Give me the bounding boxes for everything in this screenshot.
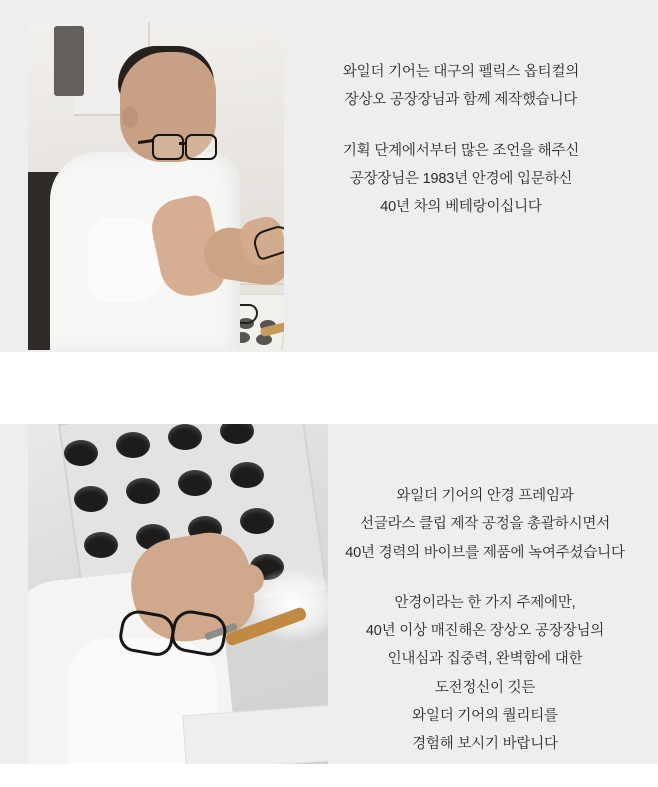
photo-one-person-ear [122, 106, 138, 128]
photo-two-lens-dot [168, 424, 202, 450]
photo-two-frame-lens-right [169, 608, 229, 659]
photo-two-worksheet [182, 705, 328, 764]
section-one-paragraph-1 [296, 58, 626, 115]
photo-two-lens-dot [84, 532, 118, 558]
section-two-paragraph-2 [332, 589, 638, 759]
photo-one-lens-right [185, 134, 217, 160]
section-one-line-4: 공장장님은 1983년 안경에 입문하신 [349, 170, 573, 187]
section-two-line-6: 인내심과 집중력, 완벽함에 대한 [387, 651, 583, 668]
photo-two-lens-dot [116, 432, 150, 458]
photo-two-eyeglass-frame [120, 612, 226, 656]
lens-tray-assembly-photo [28, 424, 328, 764]
section-two-paragraph-1 [332, 482, 638, 567]
photo-two-frame-lens-left [117, 608, 177, 659]
photo-two-lens-dot [230, 462, 264, 488]
section-one-paragraph-2 [296, 137, 626, 222]
photo-one-person-eyeglasses [152, 134, 218, 158]
section-one-line-3: 기획 단계에서부터 많은 조언을 해주신 [342, 142, 580, 159]
section-two-line-4: 안경이라는 한 가지 주제에만, [394, 594, 576, 611]
section-two [0, 424, 658, 787]
craftsman-inspecting-frame-photo [28, 22, 284, 350]
photo-one-bridge [179, 142, 187, 145]
section-two-line-1: 와일더 기어의 안경 프레임과 [396, 488, 574, 504]
section-one-line-2: 장상오 공장장님과 함께 제작했습니다 [344, 92, 578, 109]
section-two-line-7: 도전정신이 깃든 [434, 679, 536, 696]
photo-one-lens-left [152, 134, 184, 160]
photo-two-lens-dot [240, 508, 274, 534]
photo-two-lens-dot [126, 478, 160, 504]
section-one-text [296, 58, 626, 221]
section-two-text [332, 482, 638, 758]
section-two-line-9: 경험해 보시기 바랍니다 [412, 736, 558, 753]
section-one-line-5: 40년 차의 베테랑이십니다 [380, 199, 542, 216]
section-two-line-2: 선글라스 클립 제작 공정을 총괄하시면서 [359, 516, 611, 533]
photo-two-lens-dot [178, 470, 212, 496]
section-two-line-5: 40년 이상 매진해온 장상오 공장장님의 [365, 623, 605, 640]
section-one [0, 0, 658, 352]
photo-two-lens-dot [74, 486, 108, 512]
photo-two-lens-dot [64, 440, 98, 466]
section-one-line-1: 와일더 기어는 대구의 펠릭스 옵티컬의 [342, 64, 580, 80]
section-two-line-3: 40년 경력의 바이브를 제품에 녹여주셨습니다 [345, 544, 625, 561]
section-two-line-8: 와일더 기어의 퀄리티를 [412, 707, 558, 724]
photo-one-dark-cloth [54, 26, 84, 96]
